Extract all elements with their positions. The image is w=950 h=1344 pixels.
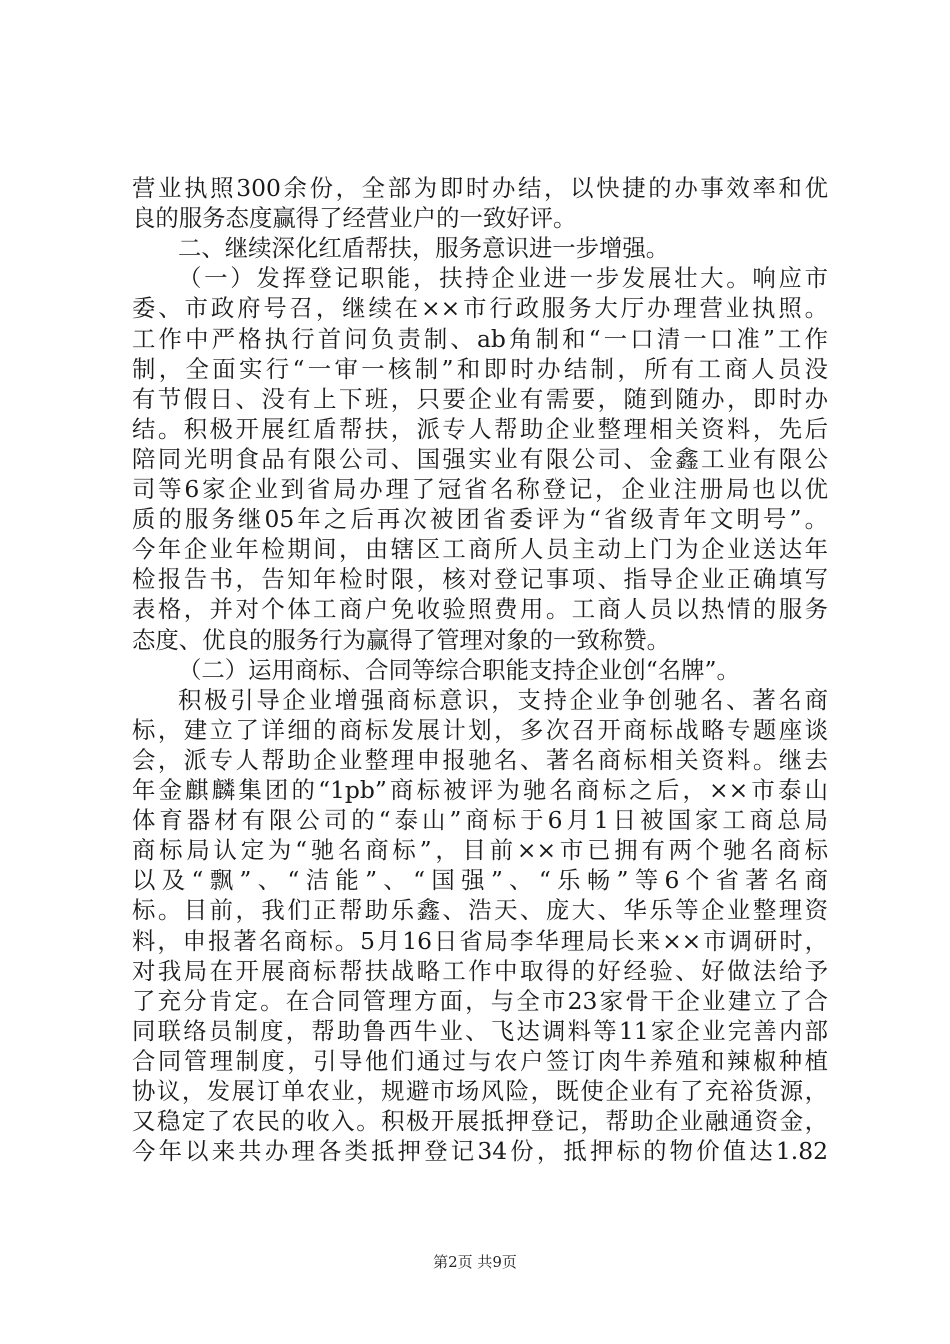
text-line: 制，全面实行“一审一核制”和即时办结制，所有工商人员没 bbox=[132, 354, 828, 383]
text-line: 合同管理制度，引导他们通过与农户签订肉牛养殖和辣椒种植 bbox=[132, 1046, 828, 1075]
text-line: 今年企业年检期间，由辖区工商所人员主动上门为企业送达年 bbox=[132, 535, 828, 564]
text-line: 营业执照300余份，全部为即时办结，以快捷的办事效率和优 bbox=[132, 174, 828, 202]
text-line: 又稳定了农民的收入。积极开展抵押登记，帮助企业融通资金， bbox=[132, 1107, 828, 1136]
text-line: 司等6家企业到省局办理了冠省名称登记，企业注册局也以优 bbox=[132, 475, 828, 503]
text-line: 同联络员制度，帮助鲁西牛业、飞达调料等11家企业完善内部 bbox=[132, 1016, 828, 1045]
text-line: 态度、优良的服务行为赢得了管理对象的一致称赞。 bbox=[132, 625, 670, 654]
text-line: （二）运用商标、合同等综合职能支持企业创“名牌”。 bbox=[178, 655, 740, 684]
text-line: 二、继续深化红盾帮扶，服务意识进一步增强。 bbox=[178, 234, 670, 263]
text-line: 表格，并对个体工商户免收验照费用。工商人员以热情的服务 bbox=[132, 595, 828, 624]
text-line: 以及“飘”、“洁能”、“国强”、“乐畅”等6个省著名商 bbox=[132, 866, 828, 895]
text-line: 有节假日、没有上下班，只要企业有需要，随到随办，即时办 bbox=[132, 384, 828, 413]
text-line: 商标局认定为“驰名商标”，目前××市已拥有两个驰名商标 bbox=[132, 836, 828, 865]
text-line: 今年以来共办理各类抵押登记34份，抵押标的物价值达1.82 bbox=[132, 1137, 828, 1166]
text-line: 委、市政府号召，继续在××市行政服务大厅办理营业执照。 bbox=[132, 294, 828, 323]
text-line: 积极引导企业增强商标意识，支持企业争创驰名、著名商 bbox=[178, 685, 828, 714]
text-line: 年金麒麟集团的“1pb”商标被评为驰名商标之后，××市泰山 bbox=[132, 776, 828, 804]
text-line: 陪同光明食品有限公司、国强实业有限公司、金鑫工业有限公 bbox=[132, 444, 828, 473]
text-line: 对我局在开展商标帮扶战略工作中取得的好经验、好做法给予 bbox=[132, 956, 828, 985]
text-line: 了充分肯定。在合同管理方面，与全市23家骨干企业建立了合 bbox=[132, 986, 828, 1015]
text-line: 结。积极开展红盾帮扶，派专人帮助企业整理相关资料，先后 bbox=[132, 414, 828, 443]
text-line: 检报告书，告知年检时限，核对登记事项、指导企业正确填写 bbox=[132, 565, 828, 594]
text-line: 体育器材有限公司的“泰山”商标于6月1日被国家工商总局 bbox=[132, 806, 828, 835]
text-line: 料，申报著名商标。5月16日省局李华理局长来××市调研时， bbox=[132, 926, 828, 955]
text-line: 标。目前，我们正帮助乐鑫、浩天、庞大、华乐等企业整理资 bbox=[132, 896, 828, 925]
text-line: 会，派专人帮助企业整理申报驰名、著名商标相关资料。继去 bbox=[132, 745, 828, 774]
text-line: 协议，发展订单农业，规避市场风险，既使企业有了充裕货源， bbox=[132, 1077, 828, 1105]
text-line: 工作中严格执行首问负责制、ab角制和“一口清一口准”工作 bbox=[132, 324, 828, 353]
text-line: 标，建立了详细的商标发展计划，多次召开商标战略专题座谈 bbox=[132, 715, 828, 744]
text-line: 良的服务态度赢得了经营业户的一致好评。 bbox=[132, 204, 577, 233]
text-line: （一）发挥登记职能，扶持企业进一步发展壮大。响应市 bbox=[178, 264, 828, 293]
page-footer: 第2页 共9页 bbox=[433, 1253, 517, 1271]
text-line: 质的服务继05年之后再次被团省委评为“省级青年文明号”。 bbox=[132, 505, 828, 534]
